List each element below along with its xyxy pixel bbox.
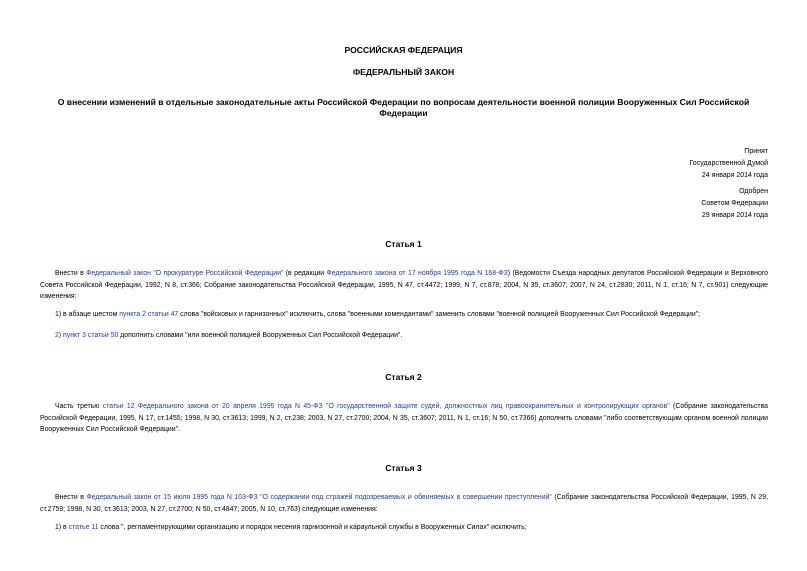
article-3-item-1 (40, 522, 768, 534)
article-2-intro (40, 401, 768, 436)
text-fragment: дополнить словами "или военной полицией Вооруженных Сил Российской Федерации". (118, 332, 403, 339)
law-link[interactable]: статьи 12 Федерального закона от 20 апреля 1995 года N 45-ФЗ "О государственной защите судей, должностных лиц правоохранительных и контролирующих органов" (102, 403, 670, 410)
text-fragment: слова ", регламентирующими организацию и порядок несения гарнизонной и караульной службы в Вооруженных Силах" исключить; (98, 524, 527, 531)
law-subject-title: О внесении изменений в отдельные законодательные акты Российской Федерации по вопросам деятельности военной полиции Вооруженных Сил Российской Федерации (57, 97, 750, 118)
article-3-intro (40, 492, 768, 515)
law-link[interactable]: статье 11 (68, 524, 99, 531)
text-fragment: (Собрание законодательства Российской Федерации, 1995, N 17, ст.1455; 1998, N 30, ст.3613; 1999, N 2, ст.238; 2003, N 27, ст.2700; 2004, N 35, ст.3607; 2011, N 1, ст.16; N 50, ст.7366) дополнить словами "либо соответствующим органом военной полиции Вооруженных Сил Российской Федерации". (40, 403, 768, 433)
approved-date: 29 января 2014 года (701, 212, 768, 219)
law-link[interactable]: 2) пункт 3 статьи 50 (55, 332, 119, 339)
doc-type-heading: ФЕДЕРАЛЬНЫЙ ЗАКОН (352, 67, 455, 77)
text-fragment: 1) в абзаце шестом (55, 311, 120, 318)
adoption-council-block (701, 186, 768, 222)
article-1-item-2 (40, 330, 768, 342)
text-fragment: слова "войсковых и гарнизонных" исключить, слова "военными комендантами" заменить словами "военной полицией Вооруженных Сил Российской Федерации"; (178, 311, 701, 318)
approved-by: Советом Федерации (701, 200, 768, 207)
approved-label: Одобрен (739, 188, 768, 195)
law-link[interactable]: Федеральный закон "О прокуратуре Российской Федерации" (86, 270, 284, 277)
article-1-item-1 (40, 309, 768, 321)
text-fragment: Внести в (55, 494, 87, 501)
text-fragment: (в редакции (283, 270, 327, 277)
text-fragment: Внести в (55, 270, 87, 277)
article-1-intro (40, 268, 768, 303)
law-link[interactable]: Федеральный закон от 15 июля 1995 года N 103-ФЗ "О содержании под стражей подозреваемых и обвиняемых в совершении преступлений" (86, 494, 552, 501)
accepted-by: Государственной Думой (689, 160, 768, 167)
adoption-duma-block (689, 146, 768, 182)
article-1-heading: Статья 1 (385, 239, 422, 249)
law-link[interactable]: Федерального закона от 17 ноября 1995 года N 168-ФЗ (326, 270, 508, 277)
article-2-heading: Статья 2 (385, 372, 422, 382)
law-link[interactable]: пункта 2 статьи 47 (119, 311, 179, 318)
article-3-heading: Статья 3 (385, 463, 422, 473)
text-fragment: Часть третью (55, 403, 103, 410)
text-fragment: ) (Ведомости Съезда народных депутатов Российской Федерации и Верховного Совета Российской Федерации, 1992, N 8, ст.366; Собрание законодательства Российской Федерации, 1995, N 47, ст.4472; 1999, N 7, ст.878; 2004, N 35, ст.3607; 2007, N 24, ст.2830; 2011, N 1, ст.16; N 7, ст.901) следующие изменения: (40, 270, 768, 300)
country-heading: РОССИЙСКАЯ ФЕДЕРАЦИЯ (344, 45, 463, 55)
accepted-label: Принят (744, 148, 768, 155)
text-fragment: 1) в (55, 524, 69, 531)
accepted-date: 24 января 2014 года (701, 172, 768, 179)
text-fragment: (Собрание законодательства Российской Федерации, 1995, N 29, ст.2759; 1998, N 30, ст.3613; 2003, N 27, ст.2700; N 50, ст.4847; 2005, N 10, ст.763) следующие изменения: (40, 494, 768, 513)
